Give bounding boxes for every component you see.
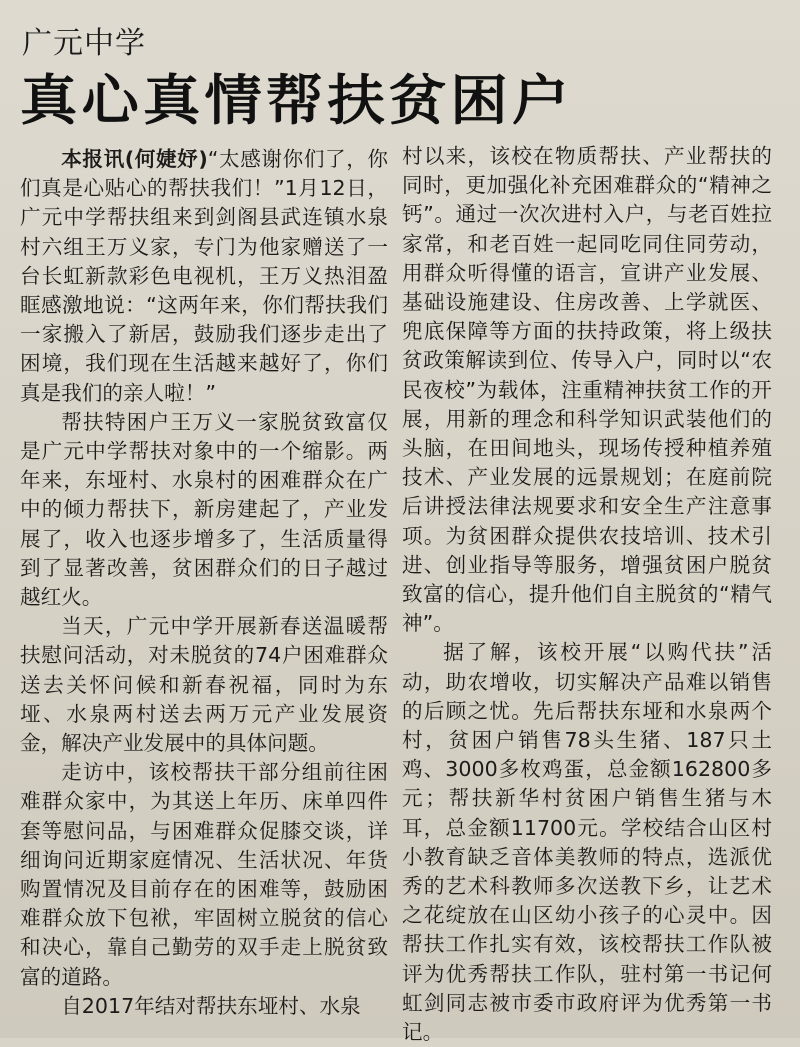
paragraph-4: 走访中，该校帮扶干部分组前往困难群众家中，为其送上年历、床单四件套等慰问品，与困难群众促膝交谈，详细询问近期家庭情况、生活状况、年货购置情况及目前存在的困难等，鼓励困难群众放下包袱，牢固树立脱贫的信心和决心，靠自己勤劳的双手走上脱贫致富的道路。 [20,760,388,989]
right-column [402,142,772,1047]
paragraph-5-continued: 村以来，该校在物质帮扶、产业帮扶的同时，更加强化补充困难群众的“精神之钙”。通过一次次进村入户，与老百姓拉家常，和老百姓一起同吃同住同劳动，用群众听得懂的语言，宣讲产业发展、基础设施建设、住房改善、上学就医、兜底保障等方面的扶持政策，将上级扶贫政策解读到位、传导入户，同时以“农民夜校”为载体，注重精神扶贫工作的开展，用新的理念和科学知识武装他们的头脑，在田间地头，现场传授种植养殖技术、产业发展的远景规划；在庭前院后讲授法律法规要求和安全生产注意事项。为贫困群众提供农技培训、技术引进、创业指导等服务，增强贫困户脱贫致富的信心，提升他们自主脱贫的“精气神”。 [402,144,772,636]
byline: 本报讯(何婕妤) [61,147,208,171]
paragraph-3: 当天，广元中学开展新春送温暖帮扶慰问活动，对未脱贫的74户困难群众送去关怀问候和新春祝福，同时为东垭、水泉两村送去两万元产业发展资金，解决产业发展中的具体问题。 [20,614,388,756]
paragraph-6: 据了解，该校开展“以购代扶”活动，助农增收，切实解决产品难以销售的后顾之忧。先后帮扶东垭和水泉两个村，贫困户销售78头生猪、187只土鸡、3000多枚鸡蛋，总金额162800多元；帮扶新华村贫困户销售生猪与木耳，总金额11700元。学校结合山区村小教育缺乏音体美教师的特点，选派优秀的艺术科教师多次送教下乡，让艺术之花绽放在山区幼小孩子的心灵中。因帮扶工作扎实有效，该校帮扶工作队被评为优秀帮扶工作队，驻村第一书记何虹剑同志被市委市政府评为优秀第一书记。 [402,640,772,1045]
headline: 真心真情帮扶贫困户 [20,69,574,132]
paragraph-2: 帮扶特困户王万义一家脱贫致富仅是广元中学帮扶对象中的一个缩影。两年来，东垭村、水泉村的困难群众在广中的倾力帮扶下，新房建起了，产业发展了，收入也逐步增多了，生活质量得到了显著改善，贫困群众们的日子越过越红火。 [20,409,388,610]
paragraph-1 [20,145,388,408]
paragraph-5: 自2017年结对帮扶东垭村、水泉 [61,993,361,1018]
left-column [20,145,388,1021]
paragraph-1-text: “太感谢你们了，你们真是心贴心的帮扶我们！”1月12日，广元中学帮扶组来到剑阁县武连镇水泉村六组王万义家，专门为他家赠送了一台长虹新款彩色电视机，王万义热泪盈眶感激地说：“这两年来，你们帮扶我们一家搬入了新居，鼓励我们逐步走出了困境，我们现在生活越来越好了，你们真是我们的亲人啦！” [20,147,388,405]
kicker: 广元中学 [22,26,146,61]
column-divider [394,140,395,1020]
